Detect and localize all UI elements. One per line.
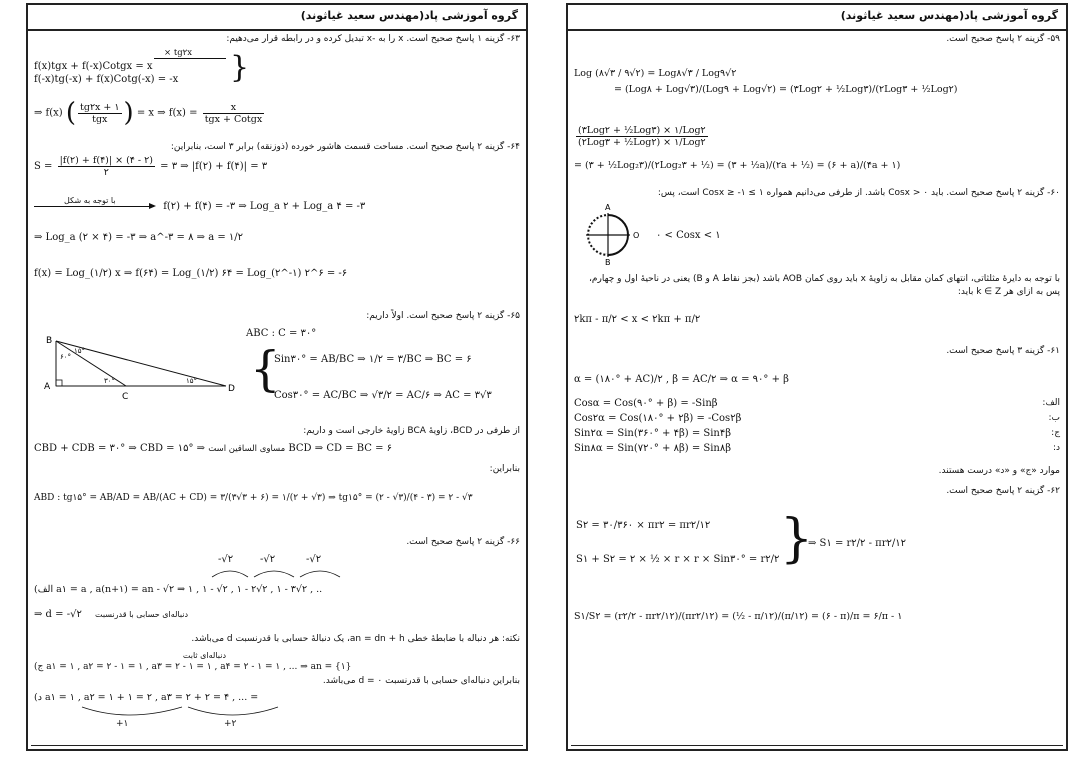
q66-arcs [208,565,348,579]
q61-conclusion: موارد «ج» و «د» درست هستند. [938,466,1060,476]
dal-arc-2 [188,707,278,715]
q63-eq2: f(-x)tg(-x) + f(x)Cotg(-x) = -x [34,74,179,85]
angle-30: ۳۰° [104,377,116,385]
q65-line1 [34,442,520,456]
q62-intro: ۶۲- گزینه ۲ پاسخ صحیح است. [946,486,1060,496]
q66-diff-1: -√۲ [218,554,234,565]
q61-item-2: Cos۲α = Cos(۱۸۰° + ۲β) = -Cos۲β [574,413,742,424]
angle-15-b: ۱۵° [74,347,86,355]
q65-line1-a: CBD + CDB = ۳۰° ⇒ CBD = ۱۵° ⇒ [34,443,206,454]
q63-eq3b: = x ⇒ f(x) = [136,107,198,119]
q62-s1s2: S۱ + S۲ = ۲ × ½ × r × r × Sin۳۰° = r۲/۲ [576,554,780,565]
q66-dal-diff-1: +۱ [116,719,129,729]
q63-multiplier: × tg۲x [164,48,193,58]
q59-row1-a: Log (۸√۳ / ۹√۲) [574,68,645,79]
q62-ratio: S۱/S۲ = (r۲/۲ - πr۲/۱۲)/(πr۲/۱۲) = (½ - π/۱۲)/(π/۱۲) = (۶ - π)/π = ۶/π - ۱ [574,611,903,622]
q66-alef2-note: دنباله‌ای حسابی با قدرنسبت [95,610,189,619]
q59-row1-b: = Log۸√۳ / Log۹√۲ [647,68,737,79]
q59-row2 [574,125,1060,148]
label-o-point: O [633,231,640,240]
q66-alef: (الف a۱ = a , a(n+۱) = an - √۲ ⇒ ۱ , ۱ - √۲ , ۱ - ۲√۲ , ۱ - ۳√۲ , .. [34,584,323,595]
q64-arrow-label: با توجه به شکل [64,196,116,205]
q60-intro: ۶۰- گزینه ۲ پاسخ صحیح است. باید ۰ < Cosx باشد. از طرفی می‌دانیم همواره ۱ ≥ Cosx ≥ -۱ است، پس: [657,188,1060,198]
q66-alef2 [34,608,520,621]
q64-line3: ⇒ Log_a (۲ × ۴) = -۳ ⇒ a^-۳ = ۸ ⇒ a = ۱/۲ [34,232,244,243]
dal-arc-1 [82,707,182,715]
label-c: C [122,392,129,402]
label-b-point: B [605,258,611,265]
q63-num: tg۲x + ۱ [80,101,120,113]
q59-row2-num: (۳Log۲ + ½Log۳) × ۱/Log۲ [578,125,706,136]
label-d: D [228,384,235,394]
q61-item-4-label: د: [1052,443,1060,453]
q65-given: ABC : C = ۳۰° [246,328,317,339]
q65-sin: Sin۳۰° = AB/BC ⇒ ۱/۲ = ۳/BC ⇒ BC = ۶ [274,354,472,365]
q59-row1-c: = (Log۸ + Log√۳)/(Log۹ + Log√۲) [614,84,776,95]
q60-text: با توجه به دایرهٔ مثلثاتی، انتهای کمان مقابل به زاویهٔ x باید روی کمان AOB باشد (بجز نقاط A و B) یعنی در ناحیهٔ اول و چهارم، پس به ازای هر k ∈ Z باید: [589,274,1060,297]
right-page [566,3,1068,751]
q66-note: نکته: هر دنباله با ضابطهٔ خطی an = dn + h، یک دنبالهٔ حسابی با قدرنسبت d می‌باشد. [191,634,520,644]
side-bc [56,341,126,386]
q61-item-3: Sin۲α = Sin(۳۶۰° + ۴β) = Sin۴β [574,428,732,439]
left-page [26,3,528,751]
q66-diff-3: -√۲ [306,554,322,565]
arc-1 [212,571,248,577]
label-b: B [46,336,53,346]
q65-text2: بنابراین: [489,464,520,474]
q65-triangle-figure [36,331,246,403]
q63-system [34,48,520,85]
q62-s2: S۲ = ۳۰/۳۶۰ × πr۲ = πr۲/۱۲ [576,520,711,531]
arc-2 [254,571,294,577]
q66-dal: (د a۱ = ۱ , a۲ = ۱ + ۱ = ۲ , a۳ = ۲ + ۲ = ۴ , ... = [34,692,259,703]
q64-s-rhs: = ۳ ⇒ |f(۲) + f(۴)| = ۳ [160,161,268,172]
q59-row2-mid: = (۳ + ½Log₂۳)/(۲Log₂۳ + ½) = (۳ + ½a)/(۲a + ½) = (۶ + a)/(۴a + ۱) [574,160,901,171]
q64-line4: f(x) = Log_(۱/۲) x ⇒ f(۶۴) = Log_(۱/۲) ۶۴ = Log_(۲^-۱) ۲^۶ = -۶ [34,268,348,279]
label-a: A [44,382,51,392]
q66-dal-diff-2: +۲ [224,719,237,729]
q65-intro: ۶۵- گزینه ۲ پاسخ صحیح است. اولاً داریم: [366,311,520,321]
q63-den: tgx [92,113,108,125]
angle-15-d: ۱۵° [186,377,198,385]
q61-item-2-label: ب: [1048,413,1060,423]
q66-diff-2: -√۲ [260,554,276,565]
q66-jim2: بنابراین دنباله‌ای حسابی با قدرنسبت ۰ = d می‌باشد. [322,676,520,686]
q63-intro: ۶۳- گزینه ۱ پاسخ صحیح است. x را به -x تبدیل کرده و در رابطه قرار می‌دهیم: [226,34,520,44]
arc-3 [300,571,340,577]
label-a-point: A [605,203,611,212]
q64-s-den: ۲ [103,167,109,178]
q64-eq2 [34,196,520,213]
q65-cos: Cos۳۰° = AC/BC ⇒ √۳/۲ = AC/۶ ⇒ AC = ۳√۳ [274,390,492,401]
q64-intro: ۶۴- گزینه ۲ پاسخ صحیح است. مساحت قسمت هاشور خورده (ذوزنقه) برابر ۳ است، بنابراین: [170,142,520,152]
q63-eq1: f(x)tgx + f(-x)Cotgx = x [34,61,153,72]
q60-trig-circle [576,201,646,265]
q66-intro: ۶۶- گزینه ۲ پاسخ صحیح است. [406,537,520,547]
q64-arrow [34,196,154,207]
q61-intro: ۶۱- گزینه ۳ پاسخ صحیح است. [946,346,1060,356]
q63-result: ⇒ f(x) ( $\frac{tg۲x + ۱}{\text{tgx}}$ ) = x ⇒ f(x) = $\frac{x}{\text{tgx + Cotgx}}$ [34,98,263,128]
q59-row1 [574,67,1060,80]
right-page-header: گروه آموزشی پاد(مهندس سعید غیاثوند) [568,5,1066,31]
q66-jim: (ج a۱ = ۱ , a۲ = ۲ - ۱ = ۱ , a۳ = ۲ - ۱ = ۱ , a۴ = ۲ - ۱ = ۱ , ... ⇒ an = {۱} [34,662,352,672]
q63-arrow [154,58,226,59]
q59-row1-cont [574,83,1060,96]
q63-den2: tgx + Cotgx [204,113,263,125]
q61-item-3-label: ج: [1051,428,1060,438]
q61-main: α = (۱۸۰° + AC)/۲ , β = AC/۲ ⇒ α = ۹۰° + β [574,374,789,385]
q66-dal-arcs [78,705,288,723]
q61-item-1: Cosα = Cos(۹۰° + β) = -Sinβ [574,398,718,409]
q65-line2: ABD : tg۱۵° = AB/AD = AB/(AC + CD) = ۳/(۳√۳ + ۶) = ۱/(۲ + √۳) ⇒ tg۱۵° = (۲ - √۳)/(۴ - ۳) = ۲ - √۳ [34,493,473,503]
right-angle-mark [56,380,62,386]
q63-brace: } [230,50,250,85]
q65-text1: از طرفی در BCD، زاویهٔ BCA زاویهٔ خارجی است و داریم: [303,426,520,436]
q60-ineq: ۰ < Cosx < ۱ [656,230,721,241]
q63-eq3a: ⇒ f(x) [34,107,63,119]
q59-row2-den: (۲Log۳ + ½Log۲) × ۱/Log۲ [578,137,706,148]
q64-s-lhs: S = [34,161,53,172]
q64-eq1 [34,155,520,178]
q65-line1-mid: مساوی الساقین است [208,444,286,454]
q65-line1-b: BCD ⇒ CD = BC = ۶ [288,443,393,454]
q64-s-num: |f(۲) + f(۴)| × (۴ - ۲) [59,155,153,166]
q63-num2: x [203,102,265,114]
q62-brace: } [780,509,814,569]
q64-line2: f(۲) + f(۴) = -۳ ⇒ Log_a ۲ + Log_a ۴ = -۳ [163,201,366,212]
left-page-header: گروه آموزشی پاد(مهندس سعید غیاثوند) [28,5,526,31]
angle-60: ۶۰° [60,353,72,361]
q66-jim-note: دنباله‌ای ثابت [182,651,226,660]
q60-result: ۲kπ - π/۲ < x < ۲kπ + π/۲ [574,314,701,325]
q61-item-1-label: الف: [1042,398,1060,408]
q66-alef2-eq: ⇒ d = -√۲ [34,609,82,620]
q61-item-4: Sin۸α = Sin(۷۲۰° + ۸β) = Sin۸β [574,443,732,454]
q59-intro: ۵۹- گزینه ۲ پاسخ صحیح است. [946,34,1060,44]
q62-s1: ⇒ S۱ = r۲/۲ - πr۲/۱۲ [808,538,906,549]
q59-row1-d: = (۳Log۲ + ½Log۳)/(۲Log۳ + ½Log۲) [779,84,958,95]
q65-brace: { [250,341,281,397]
